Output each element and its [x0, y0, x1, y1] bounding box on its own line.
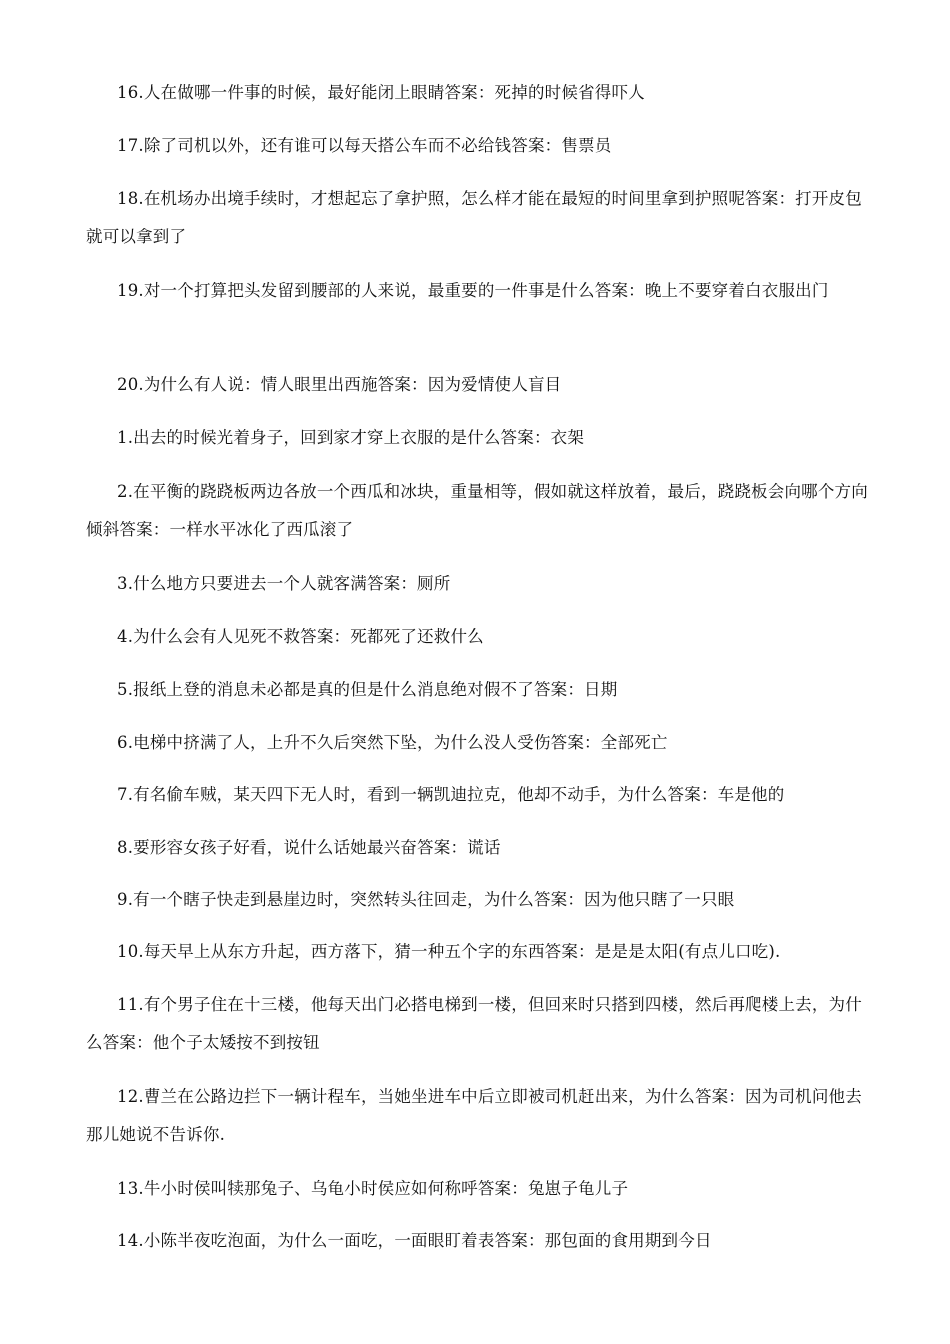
riddle-paragraph-20: 20.为什么有人说：情人眼里出西施答案：因为爱情使人盲目	[117, 375, 562, 394]
riddle-paragraph-18: 18.在机场办出境手续时，才想起忘了拿护照，怎么样才能在最短的时间里拿到护照呢答案：打开皮包就可以拿到了	[86, 189, 862, 246]
riddle-paragraph-5: 5.报纸上登的消息未必都是真的但是什么消息绝对假不了答案：日期	[117, 680, 618, 699]
riddle-paragraph-13: 13.牛小时侯叫犊那兔子、乌龟小时侯应如何称呼答案：兔崽子龟儿子	[117, 1179, 629, 1198]
riddle-paragraph-14: 14.小陈半夜吃泡面，为什么一面吃，一面眼盯着表答案：那包面的食用期到今日	[117, 1231, 712, 1250]
riddle-paragraph-8: 8.要形容女孩子好看，说什么话她最兴奋答案：谎话	[117, 838, 501, 857]
riddle-paragraph-11: 11.有个男子住在十三楼，他每天出门必搭电梯到一楼，但回来时只搭到四楼，然后再爬楼上去，为什么答案：他个子太矮按不到按钮	[86, 995, 862, 1052]
riddle-paragraph-19: 19.对一个打算把头发留到腰部的人来说，最重要的一件事是什么答案：晚上不要穿着白衣服出门	[117, 281, 829, 300]
riddle-paragraph-1: 1.出去的时候光着身子，回到家才穿上衣服的是什么答案：衣架	[117, 428, 585, 447]
riddle-paragraph-16: 16.人在做哪一件事的时候，最好能闭上眼睛答案：死掉的时候省得吓人	[117, 83, 645, 102]
riddle-paragraph-10: 10.每天早上从东方升起，西方落下，猜一种五个字的东西答案：是是是太阳(有点儿口吃).	[117, 942, 781, 961]
riddle-paragraph-6: 6.电梯中挤满了人，上升不久后突然下坠，为什么没人受伤答案：全部死亡	[117, 733, 668, 752]
riddle-paragraph-9: 9.有一个瞎子快走到悬崖边时，突然转头往回走，为什么答案：因为他只瞎了一只眼	[117, 890, 735, 909]
riddle-paragraph-2: 2.在平衡的跷跷板两边各放一个西瓜和冰块，重量相等，假如就这样放着，最后，跷跷板会向哪个方向倾斜答案：一样水平冰化了西瓜滚了	[86, 482, 868, 539]
riddle-paragraph-12: 12.曹兰在公路边拦下一辆计程车，当她坐进车中后立即被司机赶出来，为什么答案：因为司机问他去那儿她说不告诉你.	[86, 1087, 862, 1144]
riddle-paragraph-17: 17.除了司机以外，还有谁可以每天搭公车而不必给钱答案：售票员	[117, 136, 612, 155]
riddle-paragraph-3: 3.什么地方只要进去一个人就客满答案：厕所	[117, 574, 451, 593]
riddle-paragraph-4: 4.为什么会有人见死不救答案：死都死了还救什么	[117, 627, 484, 646]
riddle-paragraph-7: 7.有名偷车贼，某天四下无人时，看到一辆凯迪拉克，他却不动手，为什么答案：车是他的	[117, 785, 785, 804]
